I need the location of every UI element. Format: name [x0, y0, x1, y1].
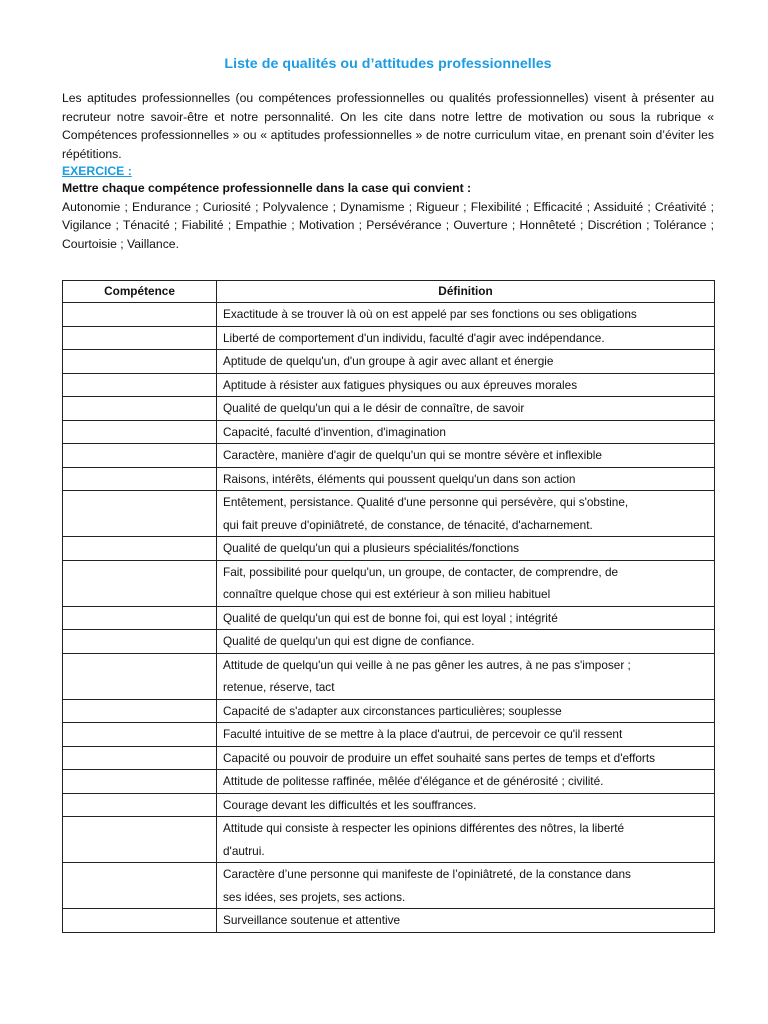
table-row [63, 444, 715, 468]
definition-text: Capacité de s'adapter aux circonstances particulières; souplesse [223, 703, 562, 718]
table-row [63, 746, 715, 770]
competence-answer-cell[interactable] [63, 746, 217, 770]
definition-cell [217, 606, 715, 630]
definition-text: Exactitude à se trouver là où on est appelé par ses fonctions ou ses obligations [223, 307, 637, 321]
competence-answer-cell[interactable] [63, 467, 217, 491]
table-row [63, 420, 715, 444]
table-row [63, 723, 715, 747]
table-row [63, 817, 715, 863]
exercise-label: EXERCICE : [62, 164, 132, 178]
competence-answer-cell[interactable] [63, 491, 217, 537]
competence-answer-cell[interactable] [63, 420, 217, 444]
definition-text: retenue, réserve, tact [223, 680, 335, 694]
table-header-row [63, 281, 715, 303]
definition-text: Raisons, intérêts, éléments qui poussent quelqu'un dans son action [223, 471, 576, 486]
definition-text: Qualité de quelqu'un qui est de bonne foi, qui est loyal ; intégrité [223, 610, 558, 625]
competence-answer-cell[interactable] [63, 444, 217, 468]
definition-cell [217, 746, 715, 770]
exercise-instruction: Mettre chaque compétence professionnelle dans la case qui convient : [62, 181, 472, 195]
definition-cell [217, 770, 715, 794]
definition-text: Qualité de quelqu'un qui a plusieurs spécialités/fonctions [223, 541, 520, 555]
table-row [63, 630, 715, 654]
definition-cell [217, 397, 715, 421]
definition-text: connaître quelque chose qui est extérieur à son milieu habituel [223, 587, 551, 601]
competence-answer-cell[interactable] [63, 373, 217, 397]
definition-text: Caractère d’une personne qui manifeste de l’opiniâtreté, de la constance dans [223, 867, 631, 881]
definition-text: ses idées, ses projets, ses actions. [223, 889, 406, 904]
definition-text: Liberté de comportement d'un individu, faculté d'agir avec indépendance. [223, 330, 605, 345]
definition-text: Attitude qui consiste à respecter les opinions différentes des nôtres, la liberté [223, 821, 625, 835]
intro-paragraph: Les aptitudes professionnelles (ou compétences professionnelles ou qualités professionnelles) visent à présenter au recruteur notre savoir-être et notre personnalité. On les cite dans notre lettre de motivation ou sous la rubrique « Compétences professionnelles » ou « aptitudes professionnelles » de notre curriculum vitae, en prenant soin d’éviter les répétitions. [62, 91, 714, 161]
definition-cell [217, 909, 715, 933]
definition-text: Caractère, manière d'agir de quelqu'un qui se montre sévère et inflexible [223, 448, 602, 462]
definition-cell [217, 560, 715, 606]
definition-cell [217, 817, 715, 863]
header-definition: Définition [217, 281, 715, 303]
definition-text: Surveillance soutenue et attentive [223, 913, 401, 927]
definition-cell [217, 723, 715, 747]
page-title: Liste de qualités ou d’attitudes professionnelles [224, 56, 552, 72]
definition-text: Entêtement, persistance. Qualité d'une personne qui persévère, qui s'obstine, [223, 495, 629, 509]
table-row [63, 863, 715, 909]
table-row [63, 350, 715, 374]
definition-cell [217, 303, 715, 327]
definition-cell [217, 653, 715, 699]
table-row [63, 491, 715, 537]
competence-answer-cell[interactable] [63, 350, 217, 374]
definition-text: d'autrui. [223, 843, 265, 858]
competence-answer-cell[interactable] [63, 863, 217, 909]
definition-text: Qualité de quelqu'un qui est digne de confiance. [223, 634, 475, 648]
definition-cell [217, 373, 715, 397]
competence-answer-cell[interactable] [63, 630, 217, 654]
table-row [63, 653, 715, 699]
competence-answer-cell[interactable] [63, 537, 217, 561]
table-body [63, 303, 715, 933]
definition-text: Aptitude à résister aux fatigues physiques ou aux épreuves morales [223, 377, 578, 392]
definition-cell [217, 863, 715, 909]
competence-answer-cell[interactable] [63, 909, 217, 933]
table-row [63, 326, 715, 350]
definition-cell [217, 444, 715, 468]
competence-answer-cell[interactable] [63, 560, 217, 606]
definition-cell [217, 793, 715, 817]
definition-cell [217, 467, 715, 491]
definition-cell [217, 491, 715, 537]
table-row [63, 909, 715, 933]
competence-table [62, 280, 715, 933]
table-row [63, 606, 715, 630]
document-body [62, 56, 714, 253]
table-row [63, 397, 715, 421]
table-row [63, 373, 715, 397]
definition-text: Courage devant les difficultés et les souffrances. [223, 797, 477, 812]
definition-text: Qualité de quelqu'un qui a le désir de connaître, de savoir [223, 401, 525, 415]
competence-answer-cell[interactable] [63, 699, 217, 723]
definition-text: Faculté intuitive de se mettre à la place d'autrui, de percevoir ce qu'il ressent [223, 727, 623, 741]
definition-text: Aptitude de quelqu'un, d'un groupe à agir avec allant et énergie [223, 354, 554, 368]
competence-answer-cell[interactable] [63, 770, 217, 794]
table-row [63, 770, 715, 794]
definition-cell [217, 630, 715, 654]
definition-cell [217, 326, 715, 350]
header-competence: Compétence [63, 281, 217, 303]
table-row [63, 467, 715, 491]
table-row [63, 699, 715, 723]
table-row [63, 560, 715, 606]
table-row [63, 537, 715, 561]
definition-cell [217, 699, 715, 723]
definition-text: Fait, possibilité pour quelqu'un, un groupe, de contacter, de comprendre, de [223, 564, 619, 579]
competence-word-list: Autonomie ; Endurance ; Curiosité ; Polyvalence ; Dynamisme ; Rigueur ; Flexibilité ; Efficacité ; Assiduité ; Créativité ; Vigilance ; Ténacité ; Fiabilité ; Empathie ; Motivation ; Persévérance ; Ouverture ; Honnêteté ; Discrétion ; Tolérance ; Courtoisie ; Vaillance. [62, 199, 714, 251]
definition-text: qui fait preuve d'opiniâtreté, de constance, de ténacité, d'acharnement. [223, 517, 593, 532]
definition-cell [217, 537, 715, 561]
competence-answer-cell[interactable] [63, 326, 217, 350]
definition-text: Attitude de politesse raffinée, mêlée d'élégance et de générosité ; civilité. [223, 774, 604, 788]
competence-answer-cell[interactable] [63, 606, 217, 630]
table-row [63, 793, 715, 817]
competence-answer-cell[interactable] [63, 793, 217, 817]
competence-answer-cell[interactable] [63, 397, 217, 421]
competence-answer-cell[interactable] [63, 303, 217, 327]
competence-answer-cell[interactable] [63, 817, 217, 863]
definition-text: Attitude de quelqu'un qui veille à ne pas gêner les autres, à ne pas s'imposer ; [223, 657, 631, 672]
table-row [63, 303, 715, 327]
definition-text: Capacité, faculté d'invention, d'imagination [223, 424, 446, 439]
competence-answer-cell[interactable] [63, 723, 217, 747]
definition-cell [217, 420, 715, 444]
definition-cell [217, 350, 715, 374]
competence-answer-cell[interactable] [63, 653, 217, 699]
definition-text: Capacité ou pouvoir de produire un effet souhaité sans pertes de temps et d'efforts [223, 750, 656, 765]
